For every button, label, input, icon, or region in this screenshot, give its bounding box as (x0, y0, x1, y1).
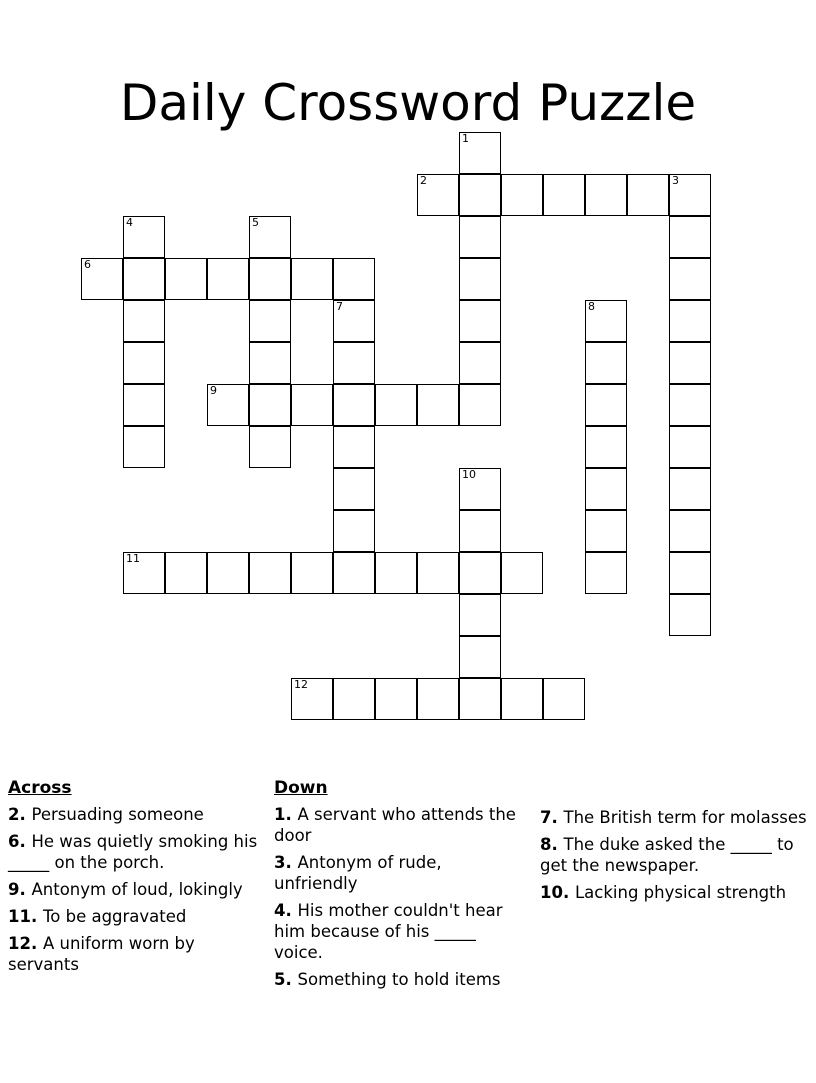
grid-cell[interactable] (459, 552, 501, 594)
down-clue-1 (274, 804, 530, 846)
grid-cell[interactable] (165, 552, 207, 594)
grid-cell-12[interactable] (291, 678, 333, 720)
clue-number: 9. (8, 880, 32, 899)
clue-text: Antonym of loud, lokingly (31, 880, 243, 899)
grid-cell-9[interactable] (207, 384, 249, 426)
grid-cell[interactable] (669, 216, 711, 258)
grid-cell[interactable] (333, 678, 375, 720)
clue-text: His mother couldn't hear him because of his _____ voice. (274, 901, 503, 962)
clue-text: The British term for molasses (563, 808, 807, 827)
clue-text: A uniform worn by servants (8, 934, 195, 974)
grid-cell[interactable] (501, 678, 543, 720)
grid-cell-11[interactable] (123, 552, 165, 594)
grid-cell[interactable] (123, 300, 165, 342)
grid-cell-7[interactable] (333, 300, 375, 342)
grid-cell[interactable] (417, 384, 459, 426)
clue-text: A servant who attends the door (274, 805, 516, 845)
cell-number: 4 (126, 216, 133, 229)
grid-cell[interactable] (249, 342, 291, 384)
down-heading: Down (274, 778, 328, 798)
grid-cell[interactable] (291, 258, 333, 300)
clue-number: 7. (540, 808, 564, 827)
grid-cell[interactable] (669, 594, 711, 636)
grid-cell[interactable] (333, 384, 375, 426)
grid-cell[interactable] (291, 552, 333, 594)
down-clue-list (274, 804, 530, 990)
cell-number: 9 (210, 384, 217, 397)
grid-cell-3[interactable] (669, 174, 711, 216)
cell-number: 11 (126, 552, 140, 565)
grid-cell[interactable] (585, 510, 627, 552)
page-title: Daily Crossword Puzzle (119, 73, 697, 132)
cell-number: 10 (462, 468, 476, 481)
across-clue-6 (8, 831, 264, 873)
grid-cell[interactable] (669, 468, 711, 510)
grid-cell[interactable] (123, 258, 165, 300)
clue-number: 10. (540, 883, 575, 902)
grid-cell[interactable] (123, 426, 165, 468)
grid-cell[interactable] (207, 552, 249, 594)
down-clue-10 (540, 882, 808, 903)
grid-cell[interactable] (669, 342, 711, 384)
grid-cell[interactable] (291, 384, 333, 426)
grid-cell[interactable] (123, 342, 165, 384)
grid-cell[interactable] (459, 258, 501, 300)
cell-number: 2 (420, 174, 427, 187)
grid-cell[interactable] (249, 300, 291, 342)
grid-cell-2[interactable] (417, 174, 459, 216)
cell-number: 5 (252, 216, 259, 229)
grid-cell[interactable] (585, 342, 627, 384)
grid-cell[interactable] (249, 258, 291, 300)
grid-cell[interactable] (585, 468, 627, 510)
grid-cell[interactable] (333, 426, 375, 468)
across-clue-11 (8, 906, 264, 927)
grid-cell-8[interactable] (585, 300, 627, 342)
grid-cell-6[interactable] (81, 258, 123, 300)
clue-number: 8. (540, 835, 564, 854)
clues-column-down-continued (540, 778, 808, 909)
clue-number: 1. (274, 805, 298, 824)
cell-number: 7 (336, 300, 343, 313)
grid-cell[interactable] (249, 384, 291, 426)
grid-cell[interactable] (669, 300, 711, 342)
grid-cell[interactable] (375, 678, 417, 720)
clues-section (0, 778, 816, 1078)
grid-cell[interactable] (459, 174, 501, 216)
grid-cell[interactable] (585, 384, 627, 426)
grid-cell[interactable] (669, 426, 711, 468)
grid-cell[interactable] (669, 510, 711, 552)
clue-text: Something to hold items (297, 970, 501, 989)
grid-cell[interactable] (333, 468, 375, 510)
grid-cell-10[interactable] (459, 468, 501, 510)
down-continued-clue-list (540, 807, 808, 903)
clues-column-down (274, 778, 530, 996)
across-heading: Across (8, 778, 72, 798)
grid-cell[interactable] (585, 174, 627, 216)
down-clue-3 (274, 852, 530, 894)
clue-number: 4. (274, 901, 298, 920)
grid-cell[interactable] (123, 384, 165, 426)
clue-number: 5. (274, 970, 298, 989)
grid-cell[interactable] (417, 552, 459, 594)
clue-number: 12. (8, 934, 43, 953)
clue-number: 11. (8, 907, 43, 926)
clue-number: 2. (8, 805, 32, 824)
across-clue-2 (8, 804, 264, 825)
grid-cell[interactable] (207, 258, 249, 300)
cell-number: 8 (588, 300, 595, 313)
grid-cell-4[interactable] (123, 216, 165, 258)
grid-cell[interactable] (459, 636, 501, 678)
down-clue-7 (540, 807, 808, 828)
grid-cell[interactable] (459, 510, 501, 552)
grid-cell[interactable] (417, 678, 459, 720)
grid-cell[interactable] (501, 174, 543, 216)
grid-cell[interactable] (375, 384, 417, 426)
grid-cell[interactable] (459, 384, 501, 426)
down-clue-5 (274, 969, 530, 990)
clue-number: 6. (8, 832, 32, 851)
cell-number: 3 (672, 174, 679, 187)
down-clue-4 (274, 900, 530, 963)
grid-cell[interactable] (459, 594, 501, 636)
down-clue-8 (540, 834, 808, 876)
across-clue-list (8, 804, 264, 975)
grid-cell[interactable] (333, 552, 375, 594)
grid-cell[interactable] (459, 678, 501, 720)
grid-cell[interactable] (543, 678, 585, 720)
grid-cell[interactable] (165, 258, 207, 300)
grid-cell[interactable] (333, 510, 375, 552)
grid-cell[interactable] (459, 216, 501, 258)
grid-cell-1[interactable] (459, 132, 501, 174)
cell-number: 1 (462, 132, 469, 145)
clue-text: To be aggravated (42, 907, 187, 926)
grid-cell[interactable] (249, 426, 291, 468)
clues-column-across (8, 778, 264, 981)
grid-cell-5[interactable] (249, 216, 291, 258)
grid-cell[interactable] (249, 552, 291, 594)
across-clue-12 (8, 933, 264, 975)
cell-number: 12 (294, 678, 308, 691)
clue-text: The duke asked the _____ to get the newspaper. (540, 835, 794, 875)
clue-text: Persuading someone (31, 805, 204, 824)
grid-cell[interactable] (459, 300, 501, 342)
grid-cell[interactable] (543, 174, 585, 216)
clue-text: Antonym of rude, unfriendly (274, 853, 442, 893)
clue-text: Lacking physical strength (574, 883, 787, 902)
grid-cell[interactable] (333, 342, 375, 384)
clue-text: He was quietly smoking his _____ on the porch. (8, 832, 258, 872)
grid-cell[interactable] (669, 552, 711, 594)
grid-cell[interactable] (669, 384, 711, 426)
grid-cell[interactable] (669, 258, 711, 300)
grid-cell[interactable] (375, 552, 417, 594)
grid-cell[interactable] (585, 426, 627, 468)
grid-cell[interactable] (501, 552, 543, 594)
grid-cell[interactable] (585, 552, 627, 594)
grid-cell[interactable] (459, 342, 501, 384)
clue-number: 3. (274, 853, 298, 872)
grid-cell[interactable] (627, 174, 669, 216)
column-spacer (540, 778, 808, 807)
grid-cell[interactable] (333, 258, 375, 300)
cell-number: 6 (84, 258, 91, 271)
across-clue-9 (8, 879, 264, 900)
